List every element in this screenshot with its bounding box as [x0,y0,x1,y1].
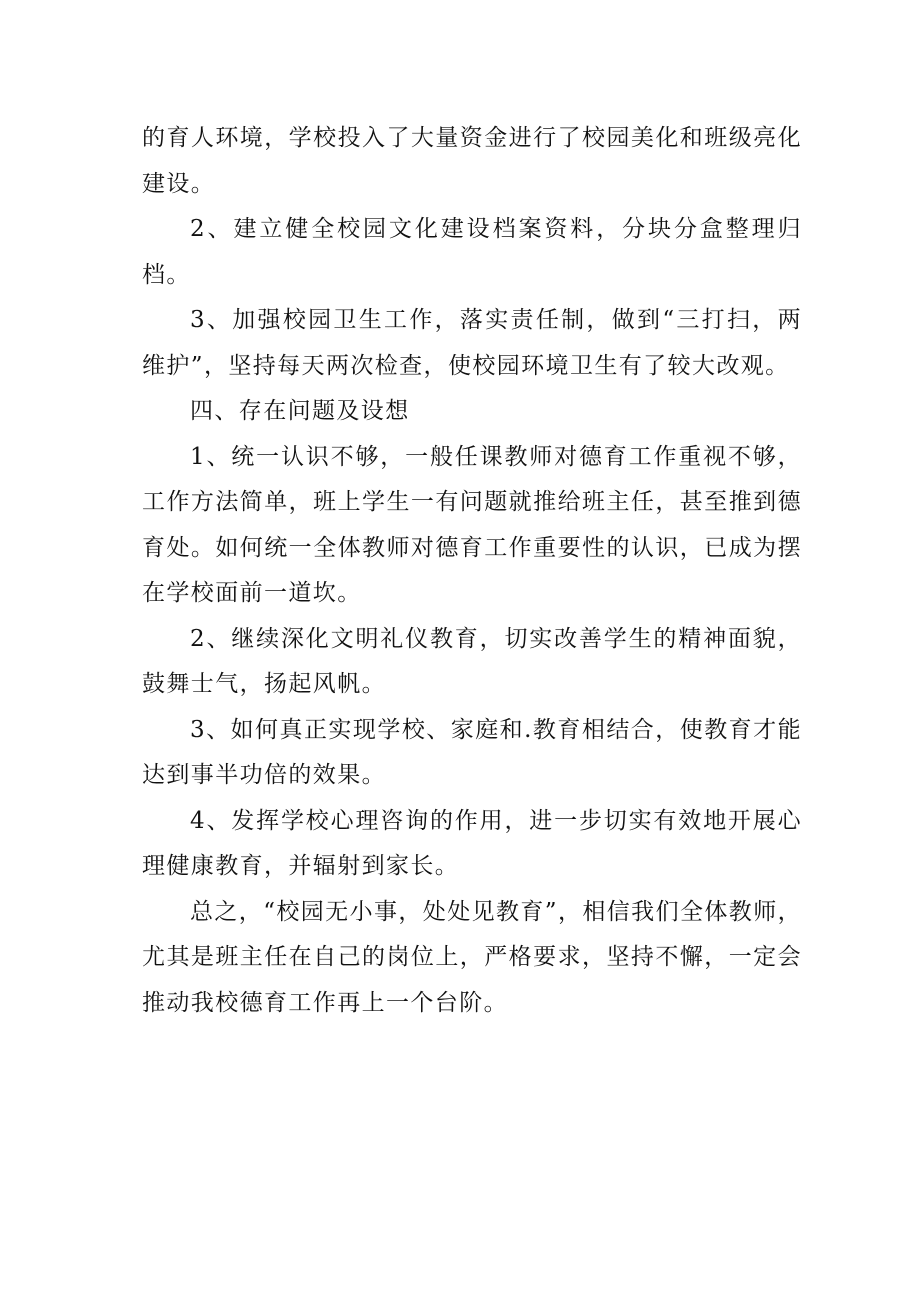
paragraph-item-2-archive: 2、建立健全校园文化建设档案资料，分块分盒整理归档。 [142,216,802,288]
paragraph-problem-1: 1、统一认识不够，一般任课教师对德育工作重视不够，工作方法简单，班上学生一有问题就推给班主任，甚至推到德育处。如何统一全体教师对德育工作重要性的认识，已成为摆在学校面前一道坎。 [142,443,802,606]
paragraph-problem-3: 3、如何真正实现学校、家庭和.教育相结合，使教育才能达到事半功倍的效果。 [142,716,802,788]
paragraph-problem-2: 2、继续深化文明礼仪教育，切实改善学生的精神面貌，鼓舞士气，扬起风帆。 [142,625,802,697]
paragraph-item-3-hygiene: 3、加强校园卫生工作，落实责任制，做到“三打扫，两维护”，坚持每天两次检查，使校园环境卫生有了较大改观。 [142,307,802,379]
paragraph-conclusion: 总之，“校园无小事，处处见教育”，相信我们全体教师，尤其是班主任在自己的岗位上，严格要求，坚持不懈，一定会推动我校德育工作再上一个台阶。 [142,898,802,1016]
paragraph-continuation: 的育人环境，学校投入了大量资金进行了校园美化和班级亮化建设。 [142,125,802,197]
section-heading-problems: 四、存在问题及设想 [190,398,410,424]
paragraph-problem-4: 4、发挥学校心理咨询的作用，进一步切实有效地开展心理健康教育，并辐射到家长。 [142,807,802,879]
document-body [142,116,802,1026]
